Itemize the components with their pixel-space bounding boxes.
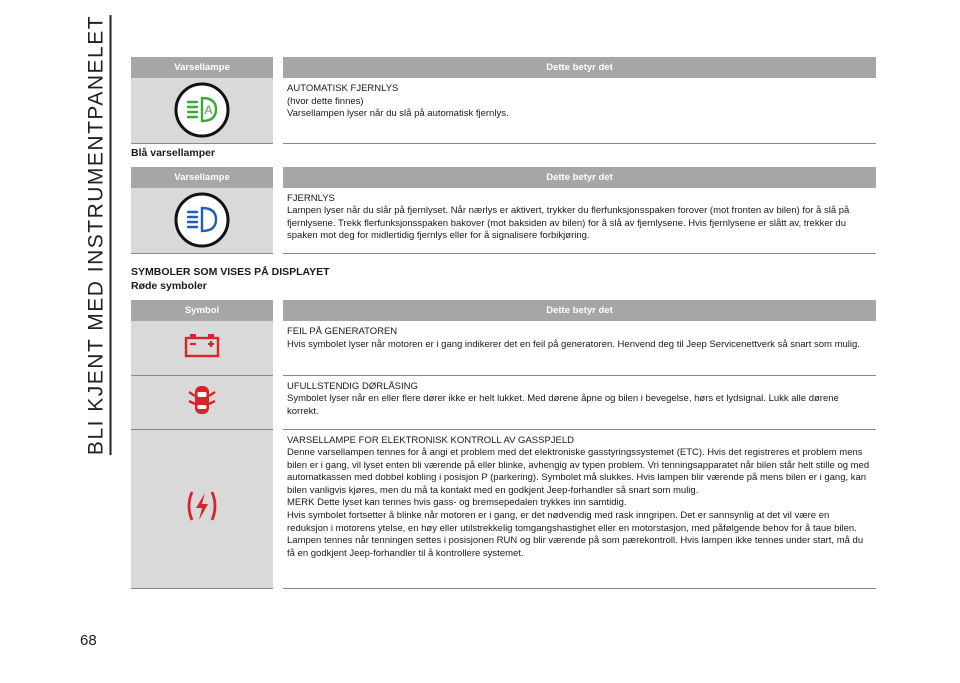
symbol-cell — [131, 429, 273, 588]
column-header-lamp: Varsellampe — [131, 167, 273, 188]
table-green-lamps — [131, 57, 876, 144]
column-header-lamp: Varsellampe — [131, 57, 273, 78]
door-open-icon — [187, 383, 217, 417]
blue-lamps-heading: Blå varsellamper — [131, 146, 216, 159]
table-row — [131, 375, 876, 429]
svg-text:A: A — [204, 103, 213, 118]
table-row — [131, 78, 876, 143]
table-header — [131, 167, 876, 188]
table-row — [131, 429, 876, 588]
red-symbols-heading: Røde symboler — [131, 280, 207, 292]
description-cell: FJERNLYS Lampen lyser når du slår på fjernlyset. Når nærlys er aktivert, trykker du flerfunksjonsspaken forover (mot fronten av bilen) for å slå på fjernlysene. Trekk flerfunksjonsspaken bakover (mot baksiden av bilen) for å slå av fjernlysene. Hvis fjernlysene er slått av, trekker du spaken mot deg for midlertidig fjernlys eller for å signalisere forbikjøring. — [283, 188, 876, 254]
table-red-symbols — [131, 300, 876, 589]
table-header — [131, 300, 876, 321]
description-cell: UFULLSTENDIG DØRLÅSING Symbolet lyser når en eller flere dører ikke er helt lukket. Med dørene åpne og bilen i bevegelse, hørs et lydsignal. Lukk alle dørene korrekt. — [283, 375, 876, 429]
symbol-cell — [131, 321, 273, 375]
description-cell: AUTOMATISK FJERNLYS (hvor dette finnes) Varsellampen lyser når du slå på automatisk fjernlys. — [283, 78, 876, 143]
description-cell: VARSELLAMPE FOR ELEKTRONISK KONTROLL AV GASSPJELD Denne varsellampen tennes for å angi et problem med det elektroniske gasstyringssystemet (ETC). Hvis det registreres et problem mens bilen er i gang, vil lyset enten bli værende på eller blinke, avhengig av typen problem. Vri tenningsapparatet når bilen står helt stille og med automatkassen med dobbel kobling i posisjon P (parkering). Symbolet må slukkes. Hvis lampen blir værende på mens bilen er i gang, kan bilen vanligvis kjøres, men du må ta kontakt med en godkjent Jeep-forhandler så snart som mulig. MERK Dette lyset kan tennes hvis gass- og bremsepedalen trykkes inn samtidig. Hvis symbolet fortsetter å blinke når motoren er i gang, er det nødvendig med rask inngripen. Det er sannsynlig at det vil være en reduksjon i motorens ytelse, en høy eller utilstrekkelig tomgangshastighet eller en motorstasjon, med påfølgende behov for å taue bilen. Lampen tennes når tenningen settes i posisjonen RUN og blir værende på som pærekontroll. Hvis lampen ikke tennes under start, må du få en godkjent Jeep-forhandler til å kontrollere systemet. — [283, 429, 876, 588]
etc-icon — [183, 489, 221, 523]
page-number: 68 — [80, 632, 97, 649]
symbol-cell — [131, 375, 273, 429]
table-row — [131, 321, 876, 375]
table-row — [131, 188, 876, 254]
battery-icon — [182, 331, 222, 359]
column-header-symbol: Symbol — [131, 300, 273, 321]
main-content — [131, 57, 876, 589]
column-header-meaning: Dette betyr det — [283, 167, 876, 188]
column-header-meaning: Dette betyr det — [283, 300, 876, 321]
column-header-meaning: Dette betyr det — [283, 57, 876, 78]
description-cell: FEIL PÅ GENERATOREN Hvis symbolet lyser når motoren er i gang indikerer det en feil på generatoren. Henvend deg til Jeep Servicenettverk så snart som mulig. — [283, 321, 876, 375]
symbol-cell — [131, 78, 273, 143]
side-chapter-title: BLI KJENT MED INSTRUMENTPANELET — [78, 30, 118, 440]
symbol-cell — [131, 188, 273, 254]
table-blue-lamps — [131, 167, 876, 255]
high-beam-icon — [173, 191, 231, 249]
display-symbols-heading: SYMBOLER SOM VISES PÅ DISPLAYET — [131, 266, 330, 278]
table-header — [131, 57, 876, 78]
automatic-headlights-icon — [173, 81, 231, 139]
